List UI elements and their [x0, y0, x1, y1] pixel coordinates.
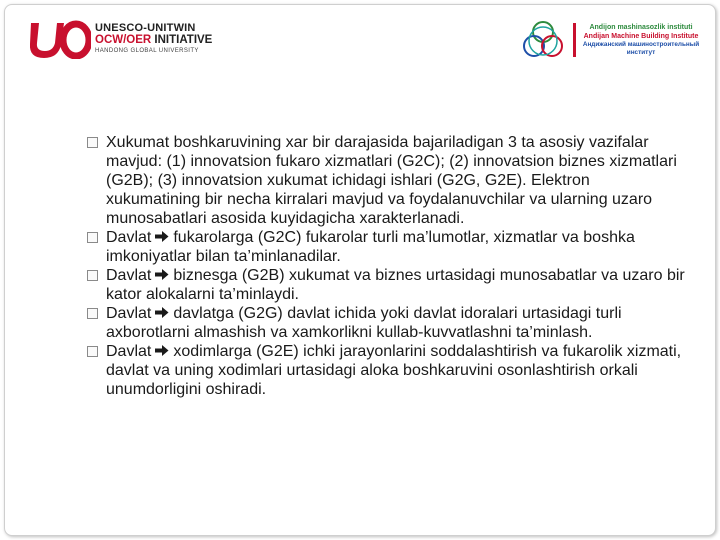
- bullet-subject: Davlat: [106, 267, 152, 284]
- bullet-subject: Davlat: [106, 229, 152, 246]
- bullet-text: ichki jarayonlarini soddalashtirish va fukarolik xizmati, davlat va uning xodimlari urtasidagi aloka boshkaruvini osonlashtirish orkali unumdorligini oshiradi.: [106, 343, 682, 398]
- bullet-subject: Davlat: [106, 305, 152, 322]
- bullet-target: fukarolarga (G2C): [173, 229, 302, 246]
- arrow-right-icon: [155, 344, 169, 357]
- bullet-item: [87, 133, 687, 228]
- uo-logo-icon: [27, 19, 91, 59]
- logo-title: UNESCO-UNITWIN: [95, 22, 196, 34]
- bullet-target: xodimlarga (G2E): [173, 343, 299, 360]
- bullet-box-icon: [87, 346, 98, 357]
- logo-subtitle-a: OCW/OER: [95, 34, 152, 46]
- institute-name-uz: Andijon mashinasozlik instituti: [589, 24, 693, 31]
- bullet-box-icon: [87, 308, 98, 319]
- bullet-box-icon: [87, 270, 98, 281]
- bullet-subject: Davlat: [106, 343, 152, 360]
- unesco-unitwin-logo: [27, 19, 247, 61]
- arrow-right-icon: [155, 306, 169, 319]
- slide-frame: [4, 4, 716, 536]
- bullet-text: fukarolar turli ma’lumotlar, xizmatlar va boshka imkoniyatlar bilan ta’minlanadilar.: [106, 229, 635, 265]
- arrow-right-icon: [155, 230, 169, 243]
- bullet-list: [87, 133, 687, 399]
- institute-name-ru-2: институт: [626, 49, 656, 56]
- logo-divider: [573, 23, 576, 57]
- bullet-target: davlatga (G2G): [173, 305, 283, 322]
- andijan-institute-logo: [517, 19, 707, 61]
- bullet-box-icon: [87, 232, 98, 243]
- bullet-text: xukumat va biznes urtasidagi munosabatlar va uzaro bir kator alokalarni ta’minlaydi.: [106, 267, 685, 303]
- institute-name-ru: Андижанский машиностроительный: [582, 41, 700, 48]
- institute-name-en: Andijan Machine Building Institute: [583, 33, 699, 40]
- bullet-item: [87, 304, 687, 342]
- bullet-text: davlat ichida yoki davlat idoralari urtasidagi turli axborotlarni almashish va xamkorlikni kullab-kuvvatlashni ta’minlash.: [106, 305, 622, 341]
- institute-knot-icon: [517, 19, 569, 61]
- bullet-text: Xukumat boshkaruvining xar bir darajasida bajariladigan 3 ta asosiy vazifalar mavjud: (1) innovatsion fukaro xizmatlari (G2C); (2) innovatsion biznes xizmatlari (G2B); (3) innovatsion xukumat ichidagi ishlari (G2G, G2E). Elektron xukumatining bir necha kirralari mavjud va foydalanuvchilar va ularning uzaro munosabatlari asosida kuyidagicha xarakterlanadi.: [106, 134, 677, 227]
- bullet-item: [87, 266, 687, 304]
- logo-subtitle-b: INITIATIVE: [151, 34, 213, 46]
- bullet-target: biznesga (G2B): [173, 267, 285, 284]
- bullet-item: [87, 228, 687, 266]
- bullet-item: [87, 342, 687, 399]
- logo-subtitle: [95, 34, 212, 46]
- logo-university: HANDONG GLOBAL UNIVERSITY: [95, 48, 199, 54]
- arrow-right-icon: [155, 268, 169, 281]
- bullet-box-icon: [87, 137, 98, 148]
